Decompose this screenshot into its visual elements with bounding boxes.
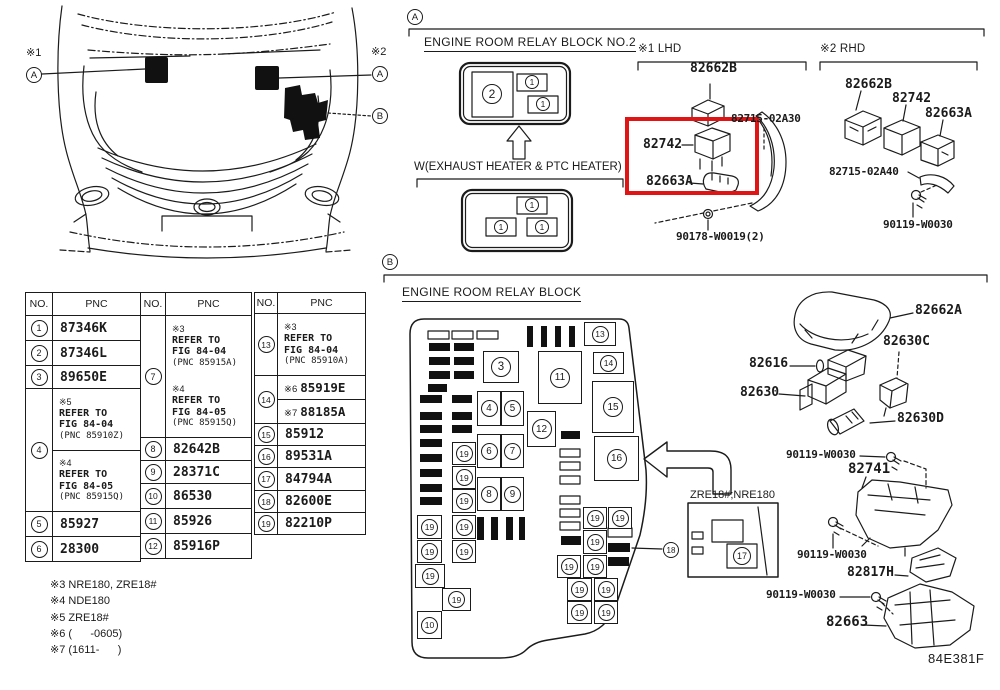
fuse-number: 10	[421, 617, 438, 634]
part-label: 82741	[848, 461, 891, 477]
fuse-cell-6	[477, 434, 501, 468]
fuse-number: 19	[587, 510, 604, 527]
fuse-cell-19	[594, 578, 618, 601]
fuse-cell-4	[477, 391, 501, 426]
col-header-pnc: PNC	[310, 297, 333, 309]
pnc-value: 82210P	[285, 516, 332, 531]
fuse-cell-3	[483, 351, 519, 383]
fuse-cell-19	[583, 555, 607, 578]
fuse-number: 19	[571, 604, 588, 621]
row-number: 14	[258, 391, 275, 408]
lhd-label: ※1 LHD	[638, 43, 682, 55]
fuse-number: 19	[561, 558, 578, 575]
fuse-number: 19	[421, 519, 438, 536]
pnc-block: ※4 REFER TO FIG 84-05 (PNC 85915Q)	[172, 384, 238, 429]
fuse-cell-13	[584, 322, 616, 346]
fuse-number: 19	[422, 568, 439, 585]
heater-bracket	[417, 179, 623, 187]
row-number: 16	[258, 448, 275, 465]
fuse-number: 7	[504, 443, 521, 460]
pnc-value: 85927	[60, 516, 100, 532]
part-label: 90119-W0030	[883, 218, 953, 231]
circle-marker-B: B	[382, 254, 398, 270]
part-label: 82663A	[646, 174, 693, 189]
fuse-cell-19	[594, 601, 618, 624]
fuse-cell-19	[608, 507, 632, 529]
part-label: 82817H	[847, 565, 894, 580]
variant-detail-box	[688, 503, 778, 577]
part-label: 82742	[892, 91, 932, 106]
fuse-cell-19	[583, 530, 607, 554]
table-row	[255, 423, 365, 445]
fuse-cell-10	[417, 611, 442, 639]
circle-marker-2: 2	[482, 84, 502, 104]
row-number: 6	[31, 541, 48, 558]
part-label: 82663A	[925, 106, 972, 121]
table-row	[255, 512, 365, 534]
fuse-cell-19	[557, 555, 581, 578]
table-row	[255, 467, 365, 490]
car-note-1: ※1	[26, 47, 42, 59]
section-a-title: ENGINE ROOM RELAY BLOCK NO.2	[424, 36, 636, 52]
circle-marker-A: A	[26, 67, 42, 83]
pnc-value: 87346L	[60, 345, 107, 361]
table-row	[26, 365, 140, 388]
fuse-number: 19	[456, 445, 473, 462]
col-header-no: NO.	[255, 293, 278, 313]
table-row	[255, 375, 365, 423]
fuse-cell-19	[417, 540, 442, 563]
fuse-cell-19	[452, 540, 476, 563]
fuse-cell-8	[477, 477, 501, 511]
fuse-cell-19	[452, 515, 476, 539]
table-row	[26, 340, 140, 365]
rhd-bracket	[820, 62, 977, 70]
table-row	[26, 536, 140, 561]
item18-leader	[632, 548, 662, 549]
fuse-cell-15	[592, 381, 634, 433]
row-number: 3	[31, 369, 48, 386]
table-row	[255, 490, 365, 512]
car-note-2: ※2	[371, 46, 387, 58]
pnc-table-1	[25, 292, 141, 562]
fuse-cell-19	[442, 588, 471, 611]
part-label: 82715-02A40	[829, 165, 899, 178]
fuse-number: 19	[571, 581, 588, 598]
table-row	[255, 313, 365, 375]
fuse-cell-9	[501, 477, 524, 511]
part-label: 82742	[643, 137, 683, 152]
fuse-number: 8	[481, 486, 498, 503]
table-row	[26, 315, 140, 340]
fuse-number: 5	[504, 400, 521, 417]
footnote: ※4 NDE180	[50, 595, 110, 608]
part-label: 82663	[826, 614, 869, 630]
pnc-block: ※5 REFER TO FIG 84-04 (PNC 85910Z)	[59, 396, 125, 441]
fuse-number: 19	[421, 543, 438, 560]
fuse-cell-12	[527, 411, 556, 447]
relay-block-no2-diagram	[460, 63, 572, 251]
circle-marker-1: 1	[536, 97, 550, 111]
fuse-cell-19	[567, 601, 592, 624]
part-label: 82630	[740, 385, 780, 400]
fuse-number: 19	[587, 558, 604, 575]
footnote: ※3 NRE180, ZRE18#	[50, 579, 157, 591]
circle-marker-1: 1	[525, 75, 539, 89]
circle-marker-1: 1	[535, 220, 549, 234]
footnote: ※6 ( -0605)	[50, 627, 123, 640]
col-header-pnc: PNC	[85, 298, 108, 310]
fuse-cell-7	[501, 434, 524, 468]
pnc-table-3	[254, 292, 366, 535]
fuse-number: 19	[598, 604, 615, 621]
table-row	[141, 315, 251, 437]
heater-variant-label: W(EXHAUST HEATER & PTC HEATER)	[414, 161, 622, 173]
row-number: 15	[258, 426, 275, 443]
part-label: 90119-W0030	[786, 448, 856, 461]
fuse-number: 14	[600, 355, 617, 372]
pnc-block: ※6 85919E	[284, 380, 346, 396]
variant-label: ZRE18#;NRE180	[690, 489, 775, 501]
fuse-cell-19	[583, 507, 607, 529]
fuse-number: 6	[481, 443, 498, 460]
row-number: 17	[258, 471, 275, 488]
circle-marker-1: 1	[525, 198, 539, 212]
fuse-cell-16	[594, 436, 639, 481]
fuse-number: 3	[491, 357, 511, 377]
car-front-drawing	[42, 6, 371, 258]
fuse-cell-19	[567, 578, 592, 601]
pnc-value: 85926	[173, 513, 213, 529]
pnc-value: 87346K	[60, 320, 107, 336]
part-label: 82616	[749, 356, 789, 371]
circle-marker-1: 1	[494, 220, 508, 234]
fuse-cell-19	[417, 515, 442, 539]
fuse-number: 19	[587, 534, 604, 551]
part-label: 82630C	[883, 334, 930, 349]
row-number: 11	[145, 513, 162, 530]
part-label: 90119-W0030	[797, 548, 867, 561]
pnc-value: 86530	[173, 488, 213, 504]
fuse-cell-19	[415, 564, 445, 588]
table-row	[141, 533, 251, 558]
part-label: 90178-W0019(2)	[676, 230, 765, 243]
pnc-value: 82600E	[285, 494, 332, 509]
part-label: 82662B	[690, 61, 737, 76]
fuse-number: 15	[603, 397, 623, 417]
pnc-block: ※4 REFER TO FIG 84-05 (PNC 85915Q)	[53, 450, 140, 512]
pnc-block: ※3 REFER TO FIG 84-04 (PNC 85915A)	[172, 323, 238, 368]
pointer-arrow	[644, 442, 731, 494]
fuse-number: 19	[456, 519, 473, 536]
fuse-cell-14	[593, 352, 624, 374]
pnc-value: 89531A	[285, 449, 332, 464]
fuse-number: 4	[481, 400, 498, 417]
row-number: 19	[258, 515, 275, 532]
pnc-value: 85912	[285, 427, 325, 442]
footnote: ※7 (1611- )	[50, 644, 122, 657]
row-number: 9	[145, 464, 162, 481]
table-row	[26, 388, 140, 511]
row-number: 2	[31, 345, 48, 362]
up-arrow	[507, 126, 531, 159]
section-b-bracket	[384, 275, 987, 282]
fuse-cell-19	[452, 466, 476, 489]
table-row	[141, 460, 251, 483]
pnc-table-2	[140, 292, 252, 559]
fuse-cell-11	[538, 351, 582, 404]
row-number: 8	[145, 441, 162, 458]
part-label: 82630D	[897, 411, 944, 426]
row-number: 1	[31, 320, 48, 337]
fuse-cell-5	[501, 391, 524, 426]
row-number: 7	[145, 368, 162, 385]
table-row	[141, 508, 251, 533]
part-label: 82662A	[915, 303, 962, 318]
section-b-title: ENGINE ROOM RELAY BLOCK	[402, 286, 581, 302]
row-number: 4	[31, 442, 48, 459]
figure-code: 84E381F	[928, 651, 985, 666]
part-label: 82715-02A30	[731, 112, 801, 125]
fuse-cell-19	[452, 442, 476, 465]
row-number: 5	[31, 516, 48, 533]
circle-marker-B: B	[372, 108, 388, 124]
col-header-no: NO.	[141, 293, 166, 315]
circle-marker-A: A	[407, 9, 423, 25]
pnc-value: 84794A	[285, 471, 332, 487]
fuse-number: 12	[532, 419, 552, 439]
part-label: 82662B	[845, 77, 892, 92]
fuse-number: 19	[448, 591, 465, 608]
fuse-number: 19	[456, 543, 473, 560]
fuse-number: 11	[550, 368, 570, 388]
row-number: 13	[258, 336, 275, 353]
pnc-value: 89650E	[60, 369, 107, 385]
table-row	[26, 511, 140, 536]
table-row	[255, 445, 365, 467]
fuse-cell-19	[452, 489, 476, 513]
footnote: ※5 ZRE18#	[50, 611, 109, 624]
table-row	[141, 483, 251, 508]
col-header-pnc: PNC	[197, 298, 220, 310]
fuse-number: 19	[456, 469, 473, 486]
circle-marker-A: A	[372, 66, 388, 82]
pnc-value: 28371C	[173, 464, 220, 480]
pnc-value: 28300	[60, 541, 100, 557]
fuse-number: 13	[592, 326, 609, 343]
circle-marker-18: 18	[663, 542, 679, 558]
relay-block-silhouettes	[145, 57, 328, 140]
rhd-label: ※2 RHD	[820, 43, 866, 55]
row-number: 10	[145, 488, 162, 505]
table-row	[141, 437, 251, 460]
fuse-number: 16	[607, 449, 627, 469]
pnc-value: 82642B	[173, 441, 220, 457]
pnc-block: ※7 88185A	[278, 399, 365, 423]
row-number: 18	[258, 493, 275, 510]
row-number: 12	[145, 538, 162, 555]
pnc-block: ※3 REFER TO FIG 84-04 (PNC 85910A)	[284, 322, 350, 367]
fuse-number: 19	[456, 493, 473, 510]
part-label: 90119-W0030	[766, 588, 836, 601]
fuse-number: 19	[598, 581, 615, 598]
fuse-number: 9	[504, 486, 521, 503]
pnc-value: 85916P	[173, 538, 220, 554]
fuse-number: 19	[612, 510, 629, 527]
circle-marker-17: 17	[733, 547, 751, 565]
col-header-no: NO.	[26, 293, 53, 315]
